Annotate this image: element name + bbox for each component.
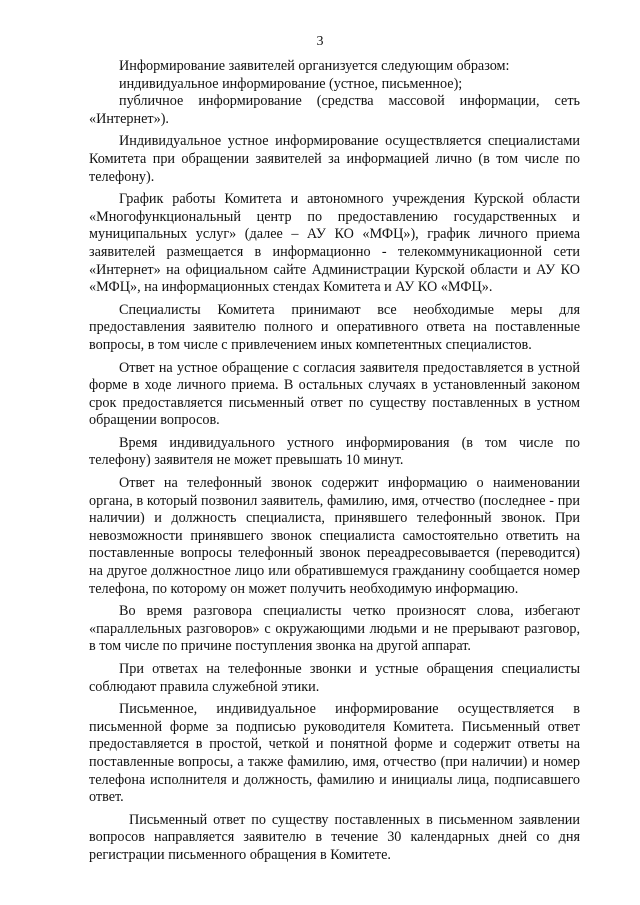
paragraph-4: Индивидуальное устное информирование осуществляется специалистами Комитета при обращении заявителей за информацией лично (в том числе по телефону).: [89, 133, 580, 185]
document-body: [89, 58, 580, 870]
paragraph-13: Письменный ответ по существу поставленных в письменном заявлении вопросов направляется заявителю в течение 30 календарных дней со дня регистрации письменного обращения в Комитете.: [89, 811, 580, 863]
paragraph-1: Информирование заявителей организуется следующим образом:: [119, 58, 510, 74]
paragraph-3: публичное информирование (средства массовой информации, сеть «Интернет»).: [89, 93, 580, 127]
page-number: 3: [316, 34, 324, 49]
paragraph-2: индивидуальное информирование (устное, письменное);: [119, 75, 463, 92]
paragraph-5: График работы Комитета и автономного учреждения Курской области «Многофункциональный центр по предоставлению государственных и муниципальных услуг» (далее – АУ КО «МФЦ»), график личного приема заявителей размещается в информационно - телекоммуникационной сети «Интернет» на официальном сайте Администрации Курской области и АУ КО «МФЦ», на информационных стендах Комитета и АУ КО «МФЦ».: [89, 191, 580, 296]
paragraph-12: Письменное, индивидуальное информирование осуществляется в письменной форме за подписью руководителя Комитета. Письменный ответ предоставляется в простой, четкой и понятной форме и содержит ответы на поставленные вопросы, а также фамилию, имя, отчество (при наличии) и номер телефона исполнителя и должность, фамилию и инициалы лица, подписавшего ответ.: [89, 701, 580, 806]
paragraph-8: Время индивидуального устного информирования (в том числе по телефону) заявителя не может превышать 10 минут.: [89, 434, 580, 469]
paragraph-7: Ответ на устное обращение с согласия заявителя предоставляется в устной форме в ходе личного приема. В остальных случаях в установленный законом срок предоставляется письменный ответ по существу поставленных в устном обращении вопросов.: [89, 359, 580, 429]
paragraph-10: Во время разговора специалисты четко произносят слова, избегают «параллельных разговоров» с окружающими людьми и не прерывают разговор, в том числе по причине поступления звонка на другой аппарат.: [89, 603, 580, 655]
paragraph-11: При ответах на телефонные звонки и устные обращения специалисты соблюдают правила служебной этики.: [89, 661, 580, 695]
paragraph-6: Специалисты Комитета принимают все необходимые меры для предоставления заявителю полного и оперативного ответа на поставленные вопросы, в том числе с привлечением иных компетентных специалистов.: [89, 301, 580, 353]
paragraph-9: Ответ на телефонный звонок содержит информацию о наименовании органа, в который позвонил заявитель, фамилию, имя, отчество (последнее - при наличии) и должность специалиста, принявшего телефонный звонок. При невозможности принявшего звонок специалиста самостоятельно ответить на поставленные вопросы телефонный звонок переадресовывается (переводится) на другое должностное лицо или обратившемуся гражданину сообщается номер телефона, по которому он может получить необходимую информацию.: [89, 475, 580, 597]
